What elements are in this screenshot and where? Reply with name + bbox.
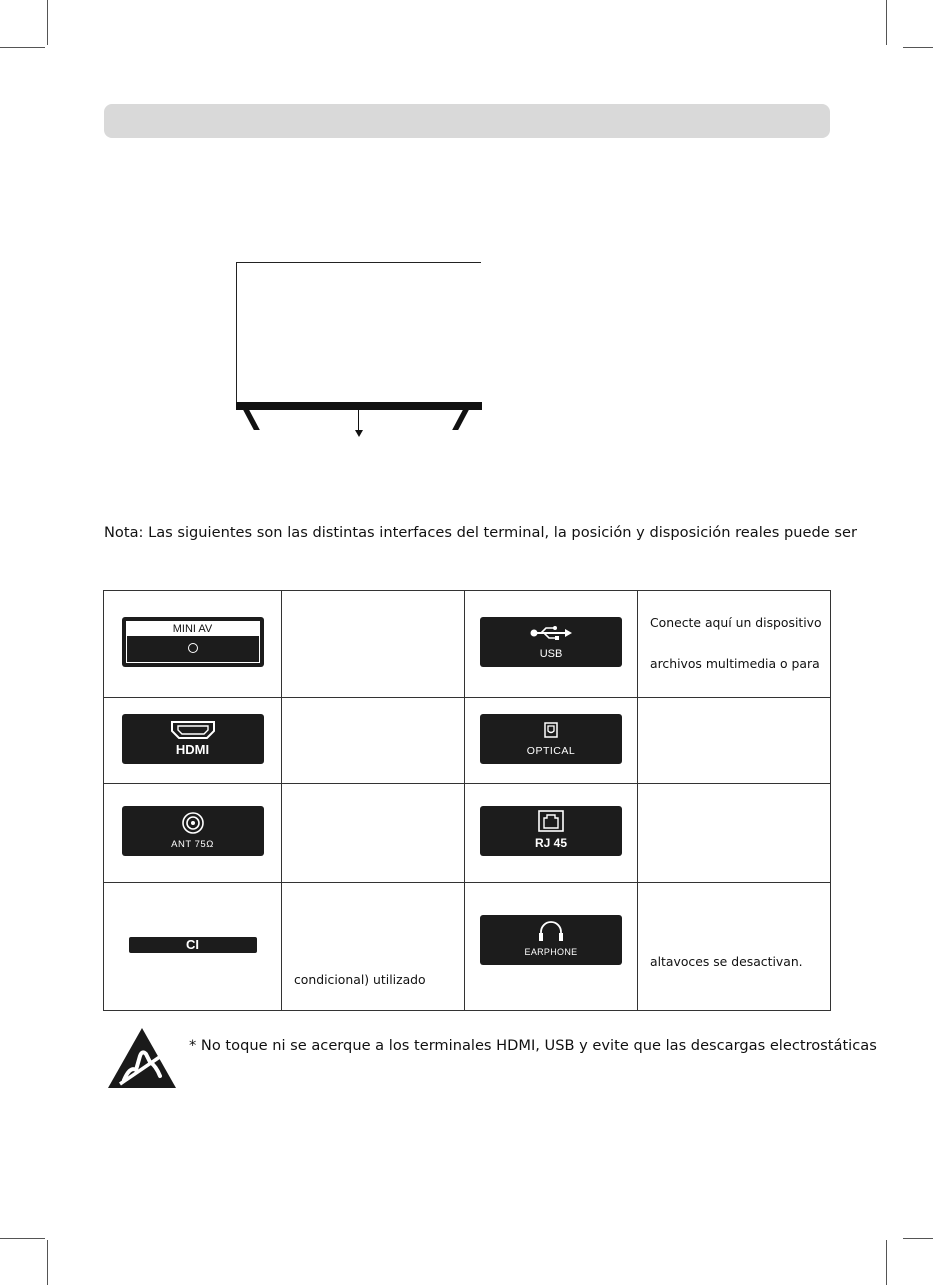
port-description-cell <box>282 883 465 1011</box>
crop-mark <box>903 1238 933 1239</box>
port-label-text: OPTICAL <box>526 744 576 757</box>
table-row <box>104 784 831 883</box>
table-row <box>104 698 831 784</box>
tv-stand-leg-right <box>452 408 470 430</box>
port-image-cell <box>465 784 638 883</box>
arrow-down-icon <box>355 430 363 437</box>
port-image-cell <box>104 784 282 883</box>
optical-icon <box>544 722 558 738</box>
tv-screen <box>236 262 481 403</box>
esd-warning-icon <box>106 1026 178 1090</box>
ports-table <box>103 590 831 1011</box>
port-image-cell <box>465 591 638 698</box>
port-image-cell <box>104 591 282 698</box>
port-label-text: CI <box>186 936 199 952</box>
rj45-port-label <box>480 806 622 856</box>
port-label-text: HDMI <box>175 741 210 757</box>
table-row <box>104 591 831 698</box>
tv-stand-leg-left <box>242 408 260 430</box>
note-text: Nota: Las siguientes son las distintas interfaces del terminal, la posición y disposición reales puede ser <box>104 524 857 541</box>
crop-mark <box>0 47 45 48</box>
crop-mark <box>47 1240 48 1285</box>
hdmi-icon <box>171 721 215 739</box>
antenna-coax-icon <box>181 811 205 835</box>
port-description-cell <box>282 591 465 698</box>
crop-mark <box>886 0 887 45</box>
usb-icon <box>529 625 573 641</box>
port-image-cell <box>104 883 282 1011</box>
port-label-text: MINI AV <box>172 623 213 635</box>
antenna-port-label <box>122 806 264 856</box>
table-row <box>104 883 831 1011</box>
port-description-cell <box>638 784 831 883</box>
port-description-cell <box>282 784 465 883</box>
port-image-cell <box>465 698 638 784</box>
crop-mark <box>47 0 48 45</box>
description-line: archivos multimedia o para <box>650 656 820 671</box>
crop-mark <box>0 1238 45 1239</box>
earphone-port-label <box>480 915 622 965</box>
port-label-text: USB <box>539 648 563 660</box>
description-line: altavoces se desactivan. <box>650 954 803 970</box>
mini-av-port-label <box>122 617 264 667</box>
description-line: Conecte aquí un dispositivo <box>650 615 822 631</box>
section-header-bar <box>104 104 830 138</box>
port-description-cell <box>282 698 465 784</box>
port-image-cell <box>104 698 282 784</box>
port-description-cell <box>638 591 831 698</box>
ethernet-port-icon <box>538 810 564 832</box>
description-line: condicional) utilizado <box>294 972 426 988</box>
port-description-cell <box>638 883 831 1011</box>
ci-slot-icon <box>129 937 257 953</box>
usb-port-label <box>480 617 622 667</box>
pointer-arrow-line <box>358 410 359 432</box>
port-label-text: EARPHONE <box>524 946 578 957</box>
esd-warning-text: * No toque ni se acerque a los terminales HDMI, USB y evite que las descargas electrostáticas <box>189 1037 877 1054</box>
port-image-cell <box>465 883 638 1011</box>
hdmi-port-label <box>122 714 264 764</box>
port-description-cell <box>638 698 831 784</box>
port-label-text: ANT 75Ω <box>171 839 214 850</box>
crop-mark <box>903 47 933 48</box>
crop-mark <box>886 1240 887 1285</box>
headphones-icon <box>537 920 565 942</box>
port-label-text: RJ 45 <box>534 836 568 850</box>
optical-port-label <box>480 714 622 764</box>
tv-bottom-bezel <box>236 402 482 410</box>
tv-illustration <box>236 262 486 442</box>
mini-av-jack-icon <box>188 643 198 653</box>
